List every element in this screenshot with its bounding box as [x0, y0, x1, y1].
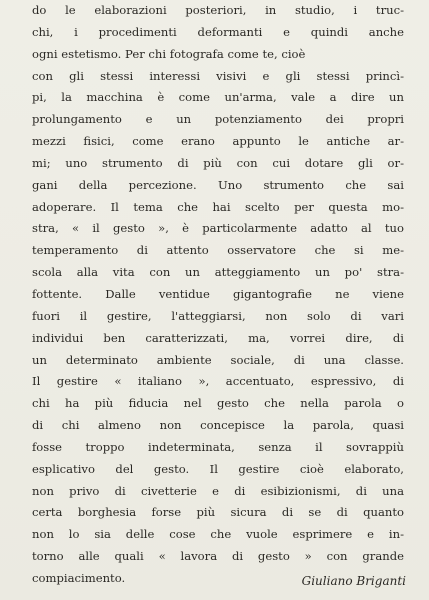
text-line: fuori il gestire, l'atteggiarsi, non solo di vari	[32, 308, 404, 323]
text-line: pi, la macchina è come un'arma, vale a dire un	[32, 90, 404, 105]
text-line: torno alle quali « lavora di gesto » con grande	[32, 549, 404, 564]
text-line: Il gestire « italiano », accentuato, espressivo, di	[32, 374, 404, 389]
text-line: compiacimento.	[32, 570, 126, 585]
text-line: stra, « il gesto », è particolarmente adatto al tuo	[32, 221, 404, 236]
text-line: do le elaborazioni posteriori, in studio, i truc-	[32, 3, 404, 17]
body-text	[32, 0, 404, 590]
text-line: chi ha più fiducia nel gesto che nella parola o	[32, 396, 404, 411]
text-line: temperamento di attento osservatore che si me-	[32, 243, 404, 258]
text-line: certa borghesia forse più sicura di se di quanto	[32, 505, 404, 520]
text-line: esplicativo del gesto. Il gestire cioè elaborato,	[32, 461, 404, 476]
text-line: non lo sia delle cose che vuole esprimere e in-	[32, 527, 404, 542]
text-line: prolungamento e un potenziamento dei propri	[32, 112, 404, 127]
text-line: individui ben caratterizzati, ma, vorrei dire, di	[32, 330, 404, 345]
text-line: fosse troppo indeterminata, senza il sovrappiù	[32, 439, 404, 454]
text-line: con gli stessi interessi visivi e gli stessi princì-	[32, 68, 404, 83]
text-line: gani della percezione. Uno strumento che sai	[32, 177, 404, 192]
text-line: mi; uno strumento di più con cui dotare gli or-	[32, 155, 404, 170]
text-line: scola alla vita con un atteggiamento un po' stra-	[32, 265, 404, 280]
text-line: un determinato ambiente sociale, di una classe.	[32, 352, 404, 367]
text-line: mezzi fisici, come erano appunto le antiche ar-	[32, 134, 404, 149]
text-line: fottente. Dalle ventidue gigantografie ne viene	[32, 286, 404, 301]
author-signature: Giuliano Briganti	[301, 574, 406, 588]
text-line: di chi almeno non concepisce la parola, quasi	[32, 418, 404, 433]
text-line: non privo di civetterie e di esibizionismi, di una	[32, 483, 404, 498]
text-line: chi, i procedimenti deformanti e quindi anche	[32, 24, 404, 39]
text-line: adoperare. Il tema che hai scelto per questa mo-	[32, 199, 404, 214]
text-line: ogni estetismo. Per chi fotografa come te, cioè	[32, 46, 306, 61]
